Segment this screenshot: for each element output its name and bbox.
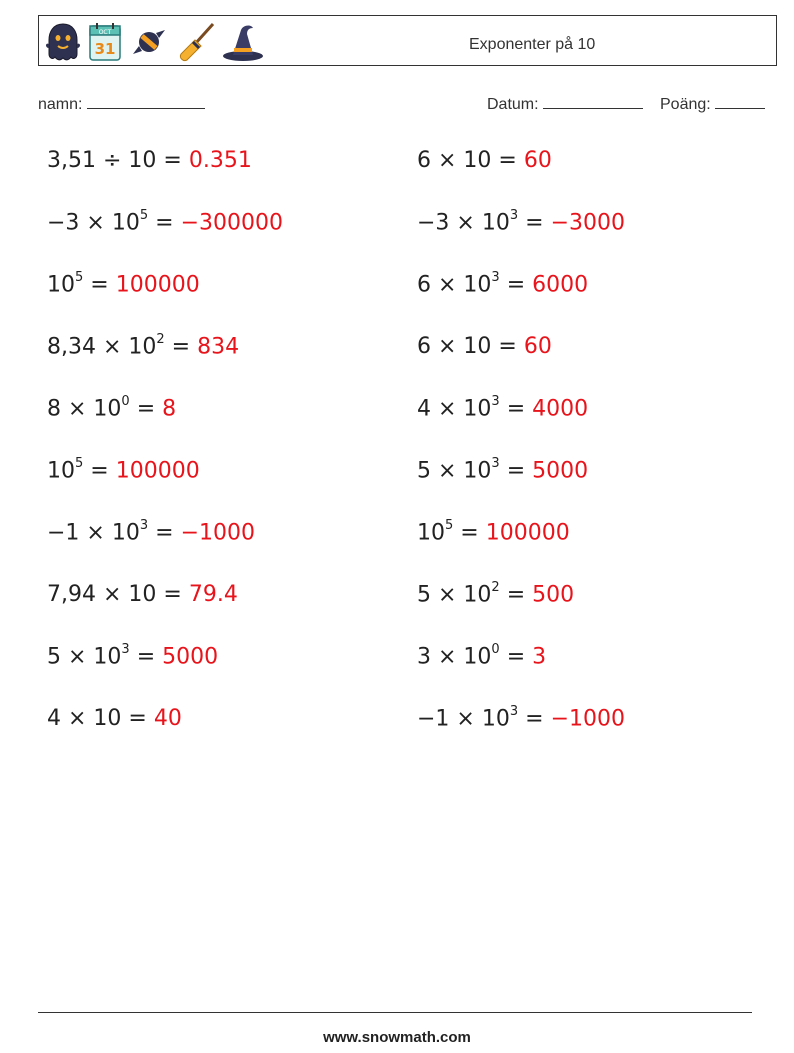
equals-sign: =	[129, 644, 163, 670]
equals-sign: =	[156, 582, 189, 607]
problem-answer: −300000	[180, 210, 283, 236]
equals-sign: =	[129, 396, 163, 422]
problem-answer: 60	[523, 334, 552, 359]
equals-sign: =	[83, 272, 116, 298]
problem-left-2	[47, 210, 283, 235]
problem-expression: −3 × 10	[417, 210, 510, 236]
candy-icon	[127, 20, 171, 64]
broom-icon	[175, 20, 217, 64]
problem-exponent: 5	[75, 456, 84, 471]
problem-right-2	[417, 210, 625, 235]
calendar-icon	[87, 20, 123, 64]
problem-expression: 10	[47, 272, 75, 298]
svg-text:31: 31	[94, 40, 116, 58]
problem-expression: 7,94 × 10	[47, 582, 157, 607]
problem-expression: 6 × 10	[417, 148, 492, 173]
problem-exponent: 3	[491, 456, 500, 471]
equals-sign: =	[491, 148, 524, 173]
problem-expression: 10	[417, 520, 445, 546]
problem-right-3	[417, 272, 588, 297]
problem-exponent: 3	[491, 270, 500, 285]
problem-expression: −1 × 10	[47, 520, 140, 546]
ghost-icon	[43, 20, 83, 64]
header-box	[38, 15, 777, 66]
problem-exponent: 0	[121, 394, 130, 409]
equals-sign: =	[499, 644, 533, 670]
problem-answer: 8	[162, 396, 177, 422]
problem-exponent: 0	[491, 642, 500, 657]
equals-sign: =	[518, 210, 551, 236]
problem-answer: 6000	[532, 272, 589, 298]
problem-left-10	[47, 706, 182, 731]
equals-sign: =	[121, 706, 154, 731]
problem-answer: 100000	[115, 272, 200, 298]
problem-expression: 4 × 10	[417, 396, 492, 422]
equals-sign: =	[518, 706, 551, 732]
problem-exponent: 3	[139, 518, 149, 533]
problem-left-3	[47, 272, 200, 297]
problem-answer: −3000	[550, 210, 625, 236]
problem-left-6	[47, 458, 200, 483]
problem-exponent: 5	[139, 208, 149, 223]
equals-sign: =	[83, 458, 116, 484]
problem-answer: 3	[532, 644, 547, 670]
equals-sign: =	[156, 148, 189, 173]
name-field	[38, 94, 205, 114]
problem-exponent: 3	[509, 208, 519, 223]
problem-answer: −1000	[550, 706, 625, 732]
problem-expression: 8 × 10	[47, 396, 122, 422]
name-label: namn:	[38, 96, 83, 113]
problem-right-10	[417, 706, 625, 731]
equals-sign: =	[499, 458, 533, 484]
footer-divider	[38, 1012, 752, 1013]
problem-right-7	[417, 520, 570, 545]
date-blank[interactable]	[543, 94, 643, 109]
problem-expression: −1 × 10	[417, 706, 510, 732]
score-field	[660, 94, 765, 114]
problem-right-1	[417, 148, 552, 173]
problem-answer: 79.4	[188, 582, 238, 607]
problem-right-6	[417, 458, 588, 483]
problem-answer: −1000	[180, 520, 255, 546]
problem-left-1	[47, 148, 252, 173]
problem-exponent: 2	[156, 332, 165, 347]
problem-exponent: 5	[445, 518, 454, 533]
equals-sign: =	[499, 272, 533, 298]
footer-url: www.snowmath.com	[323, 1029, 471, 1046]
problem-exponent: 3	[491, 394, 500, 409]
witch-hat-icon	[221, 20, 265, 64]
problem-answer: 0.351	[188, 148, 252, 173]
problem-answer: 834	[197, 334, 240, 360]
problem-left-4	[47, 334, 239, 359]
problem-left-9	[47, 644, 218, 669]
problem-expression: 3 × 10	[417, 644, 492, 670]
problem-expression: 5 × 10	[47, 644, 122, 670]
problem-left-7	[47, 520, 255, 545]
problem-answer: 100000	[115, 458, 200, 484]
equals-sign: =	[453, 520, 486, 546]
problem-expression: 3,51 ÷ 10	[47, 148, 157, 173]
date-field	[487, 94, 643, 114]
svg-text:OCT: OCT	[98, 29, 112, 36]
problem-answer: 5000	[532, 458, 589, 484]
problem-answer: 5000	[162, 644, 219, 670]
score-blank[interactable]	[715, 94, 765, 109]
equals-sign: =	[148, 210, 181, 236]
equals-sign: =	[499, 582, 533, 608]
problem-left-5	[47, 396, 176, 421]
equals-sign: =	[499, 396, 533, 422]
icon-strip	[43, 20, 265, 64]
equals-sign: =	[491, 334, 524, 359]
name-blank[interactable]	[87, 94, 205, 109]
problem-expression: 5 × 10	[417, 582, 492, 608]
problem-answer: 4000	[532, 396, 589, 422]
problem-expression: 10	[47, 458, 75, 484]
problem-expression: 6 × 10	[417, 272, 492, 298]
worksheet-title: Exponenter på 10	[469, 36, 596, 53]
problem-right-8	[417, 582, 574, 607]
problem-expression: 8,34 × 10	[47, 334, 157, 360]
problem-answer: 100000	[485, 520, 570, 546]
problem-expression: −3 × 10	[47, 210, 140, 236]
date-label: Datum:	[487, 96, 539, 113]
problem-expression: 5 × 10	[417, 458, 492, 484]
problem-exponent: 2	[491, 580, 500, 595]
problem-answer: 60	[523, 148, 552, 173]
problem-exponent: 3	[121, 642, 130, 657]
problem-exponent: 5	[75, 270, 84, 285]
problem-right-4	[417, 334, 552, 359]
problem-expression: 4 × 10	[47, 706, 122, 731]
equals-sign: =	[164, 334, 198, 360]
problem-exponent: 3	[509, 704, 519, 719]
equals-sign: =	[148, 520, 181, 546]
problem-left-8	[47, 582, 238, 607]
problem-right-5	[417, 396, 588, 421]
problem-answer: 500	[532, 582, 575, 608]
score-label: Poäng:	[660, 96, 711, 113]
problem-right-9	[417, 644, 546, 669]
problem-expression: 6 × 10	[417, 334, 492, 359]
problem-answer: 40	[153, 706, 182, 731]
